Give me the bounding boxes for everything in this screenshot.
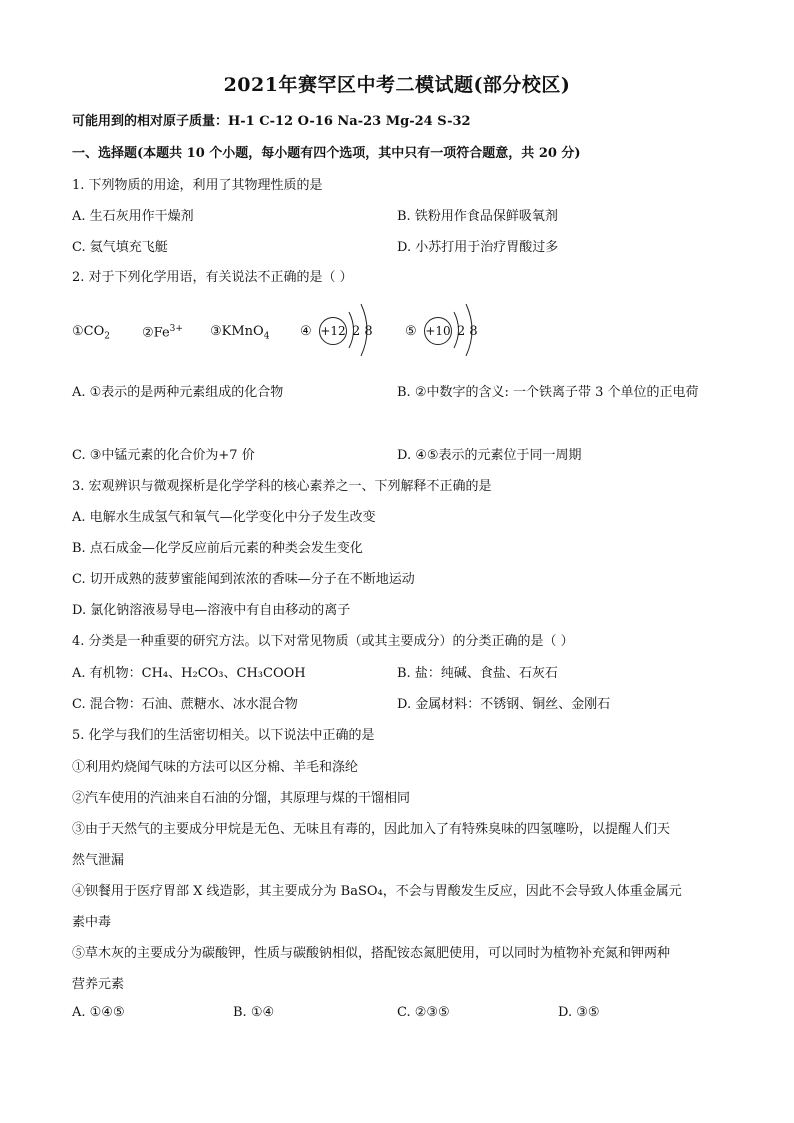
q5-option-a: A. ①④⑤ <box>72 1005 125 1020</box>
page-title: 2021年赛罕区中考二模试题(部分校区) <box>223 74 571 96</box>
section-heading: 一、选择题(本题共 10 个小题，每小题有四个选项，其中只有一项符合题意，共 20 分) <box>72 146 581 161</box>
q3-option-b: B. 点石成金—化学反应前后元素的种类会发生变化 <box>72 541 363 556</box>
q3-stem: 3. 宏观辨识与微观探析是化学学科的核心素养之一、下列解释不正确的是 <box>72 479 492 494</box>
q1-option-b: B. 铁粉用作食品保鲜吸氧剂 <box>397 209 558 224</box>
q3-option-d: D. 氯化钠溶液易导电—溶液中有自由移动的离子 <box>72 603 351 618</box>
nucleus-4: +12 <box>319 317 347 345</box>
q2-stem: 2. 对于下列化学用语，有关说法不正确的是（ ） <box>72 270 353 285</box>
shell-electrons-4: 2 8 <box>352 324 373 339</box>
q3-option-c: C. 切开成熟的菠萝蜜能闻到浓浓的香味—分子在不断地运动 <box>72 572 415 587</box>
q5-statement-3: ③由于天然气的主要成分甲烷是无色、无味且有毒的，因此加入了有特殊臭味的四氢噻吩，以提醒人们天 <box>72 822 671 837</box>
q2-option-c: C. ③中锰元素的化合价为+7 价 <box>72 448 255 463</box>
q5-statement-3-cont: 然气泄漏 <box>72 853 125 868</box>
q1-option-a: A. 生石灰用作干燥剂 <box>72 209 194 224</box>
q5-option-d: D. ③⑤ <box>558 1005 600 1020</box>
q5-option-c: C. ②③⑤ <box>397 1005 450 1020</box>
q4-option-c: C. 混合物：石油、蔗糖水、冰水混合物 <box>72 697 298 712</box>
q5-statement-4: ④钡餐用于医疗胃部 X 线造影，其主要成分为 BaSO₄，不会与胃酸发生反应，因此不会导致人体重金属元 <box>72 884 682 899</box>
q1-stem: 1. 下列物质的用途，利用了其物理性质的是 <box>72 178 323 193</box>
q2-option-a: A. ①表示的是两种元素组成的化合物 <box>72 385 284 400</box>
q5-statement-2: ②汽车使用的汽油来自石油的分馏，其原理与煤的干馏相同 <box>72 791 411 806</box>
q5-stem: 5. 化学与我们的生活密切相关。以下说法中正确的是 <box>72 728 375 743</box>
q5-statement-1: ①利用灼烧闻气味的方法可以区分棉、羊毛和涤纶 <box>72 760 359 775</box>
diagram-4-label: ④ <box>300 324 312 339</box>
shell-electrons-5: 2 8 <box>457 324 478 339</box>
q1-option-c: C. 氦气填充飞艇 <box>72 240 168 255</box>
q2-item-fe3: $②Fe^{3+}$ <box>142 324 183 341</box>
atomic-mass-note: 可能用到的相对原子质量：H-1 C-12 O-16 Na-23 Mg-24 S-32 <box>72 114 471 129</box>
q2-item-co2: $①CO_2$ <box>72 324 110 342</box>
q1-option-d: D. 小苏打用于治疗胃酸过多 <box>397 240 559 255</box>
q5-statement-5: ⑤草木灰的主要成分为碳酸钾，性质与碳酸钠相似，搭配铵态氮肥使用，可以同时为植物补充氮和钾两种 <box>72 946 671 961</box>
nucleus-5: +10 <box>424 317 452 345</box>
q5-statement-5-cont: 营养元素 <box>72 977 125 992</box>
q4-option-a: A. 有机物：CH₄、H₂CO₃、CH₃COOH <box>72 666 306 681</box>
q2-item-kmno4: ③KMnO$_4$ <box>210 324 270 342</box>
q4-option-d: D. 金属材料：不锈钢、铜丝、金刚石 <box>397 697 611 712</box>
q5-statement-4-cont: 素中毒 <box>72 915 112 930</box>
atom-structure-diagram-5 <box>405 300 485 360</box>
q2-option-d: D. ④⑤表示的元素位于同一周期 <box>397 448 582 463</box>
atom-structure-diagram-4 <box>300 300 380 360</box>
q2-option-b: B. ②中数字的含义: 一个铁离子带 3 个单位的正电荷 <box>397 385 699 400</box>
q4-option-b: B. 盐：纯碱、食盐、石灰石 <box>397 666 558 681</box>
q4-stem: 4. 分类是一种重要的研究方法。以下对常见物质（或其主要成分）的分类正确的是（ ） <box>72 634 574 649</box>
diagram-5-label: ⑤ <box>405 324 417 339</box>
q3-option-a: A. 电解水生成氢气和氧气—化学变化中分子发生改变 <box>72 510 376 525</box>
q5-option-b: B. ①④ <box>233 1005 275 1020</box>
